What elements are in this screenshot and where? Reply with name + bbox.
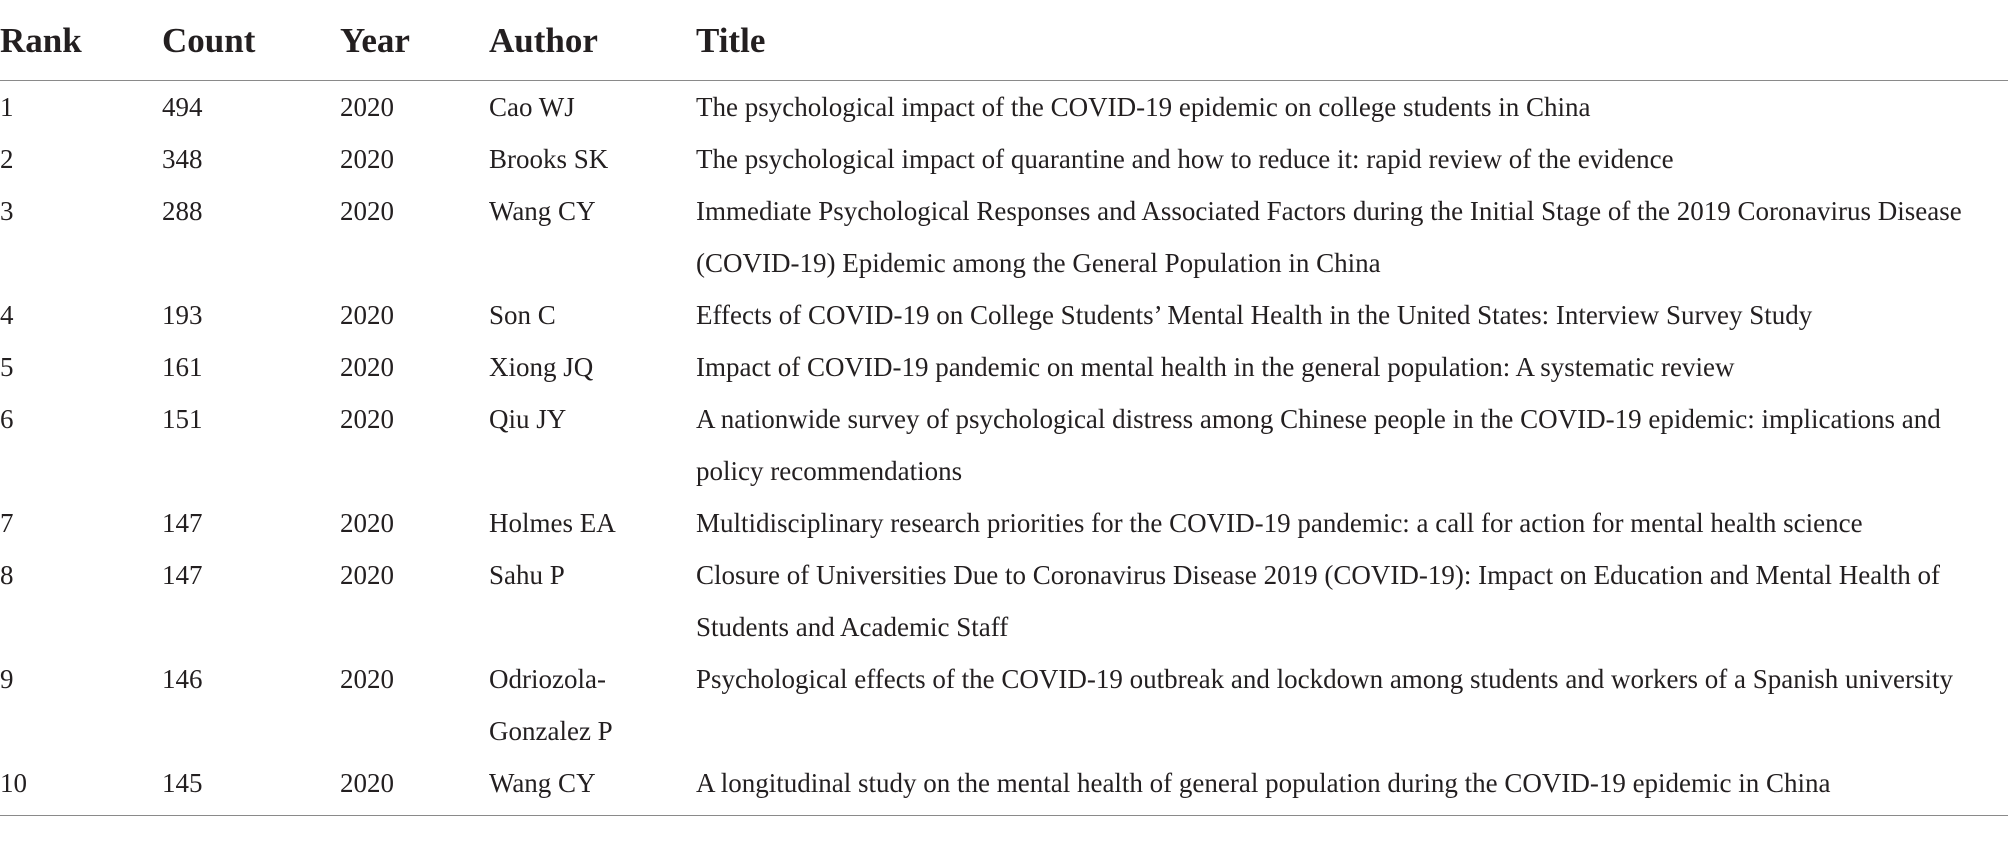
cell-rank: 2: [0, 144, 14, 174]
cell-rank: 8: [0, 560, 14, 590]
citation-table: [0, 14, 2008, 815]
cell-title: Closure of Universities Due to Coronavirus Disease 2019 (COVID-19): Impact on Education and Mental Health of Students and Academic Staff: [696, 560, 1940, 642]
cell-count: 161: [162, 352, 203, 382]
cell-year: 2020: [340, 196, 394, 226]
cell-year: 2020: [340, 144, 394, 174]
cell-author: Cao WJ: [489, 92, 575, 122]
header-rank: Rank: [0, 14, 162, 81]
cell-count: 147: [162, 560, 203, 590]
table-row: [0, 341, 2008, 393]
table-row: [0, 289, 2008, 341]
cell-count: 288: [162, 196, 203, 226]
cell-rank: 5: [0, 352, 14, 382]
cell-rank: 9: [0, 664, 14, 694]
table-row: [0, 653, 2008, 757]
cell-count: 494: [162, 92, 203, 122]
table-row: [0, 393, 2008, 497]
cell-year: 2020: [340, 508, 394, 538]
cell-title: The psychological impact of quarantine and how to reduce it: rapid review of the evidence: [696, 144, 1674, 174]
cell-title: A longitudinal study on the mental health of general population during the COVID-19 epidemic in China: [696, 768, 1831, 798]
cell-rank: 7: [0, 508, 14, 538]
cell-rank: 3: [0, 196, 14, 226]
cell-rank: 1: [0, 92, 14, 122]
cell-year: 2020: [340, 404, 394, 434]
cell-rank: 6: [0, 404, 14, 434]
cell-author: Xiong JQ: [489, 352, 594, 382]
cell-rank: 4: [0, 300, 14, 330]
cell-count: 151: [162, 404, 203, 434]
table-row: [0, 81, 2008, 134]
cell-author: Odriozola-Gonzalez P: [489, 664, 613, 746]
cell-rank: 10: [0, 768, 27, 798]
table-body: [0, 81, 2008, 816]
cell-author: Son C: [489, 300, 556, 330]
cell-title: Effects of COVID-19 on College Students’ Mental Health in the United States: Interview Survey Study: [696, 300, 1813, 330]
table-row: [0, 757, 2008, 815]
cell-count: 146: [162, 664, 203, 694]
cell-year: 2020: [340, 92, 394, 122]
cell-author: Wang CY: [489, 768, 596, 798]
cell-count: 348: [162, 144, 203, 174]
cell-count: 145: [162, 768, 203, 798]
table-row: [0, 133, 2008, 185]
header-title: Title: [696, 14, 2008, 81]
cell-author: Sahu P: [489, 560, 565, 590]
cell-year: 2020: [340, 768, 394, 798]
header-year: Year: [340, 14, 489, 81]
cell-count: 193: [162, 300, 203, 330]
table-row: [0, 185, 2008, 289]
table-row: [0, 497, 2008, 549]
cell-title: The psychological impact of the COVID-19 epidemic on college students in China: [696, 92, 1591, 122]
header-count: Count: [162, 14, 340, 81]
cell-year: 2020: [340, 664, 394, 694]
cell-year: 2020: [340, 560, 394, 590]
cell-year: 2020: [340, 352, 394, 382]
cell-title: Multidisciplinary research priorities for the COVID-19 pandemic: a call for action for mental health science: [696, 508, 1863, 538]
header-author: Author: [489, 14, 696, 81]
table-header: [0, 14, 2008, 81]
cell-title: Impact of COVID-19 pandemic on mental health in the general population: A systematic review: [696, 352, 1735, 382]
cell-author: Wang CY: [489, 196, 596, 226]
table-bottom-rule: [0, 815, 2008, 816]
cell-count: 147: [162, 508, 203, 538]
cell-title: Immediate Psychological Responses and Associated Factors during the Initial Stage of the 2019 Coronavirus Disease (COVID-19) Epidemic among the General Population in China: [696, 196, 1962, 278]
cell-author: Brooks SK: [489, 144, 609, 174]
cell-author: Holmes EA: [489, 508, 616, 538]
table-row: [0, 549, 2008, 653]
cell-year: 2020: [340, 300, 394, 330]
cell-author: Qiu JY: [489, 404, 567, 434]
cell-title: Psychological effects of the COVID-19 outbreak and lockdown among students and workers of a Spanish university: [696, 664, 1953, 694]
header-row: [0, 14, 2008, 81]
cell-title: A nationwide survey of psychological distress among Chinese people in the COVID-19 epidemic: implications and policy recommendations: [696, 404, 1941, 486]
